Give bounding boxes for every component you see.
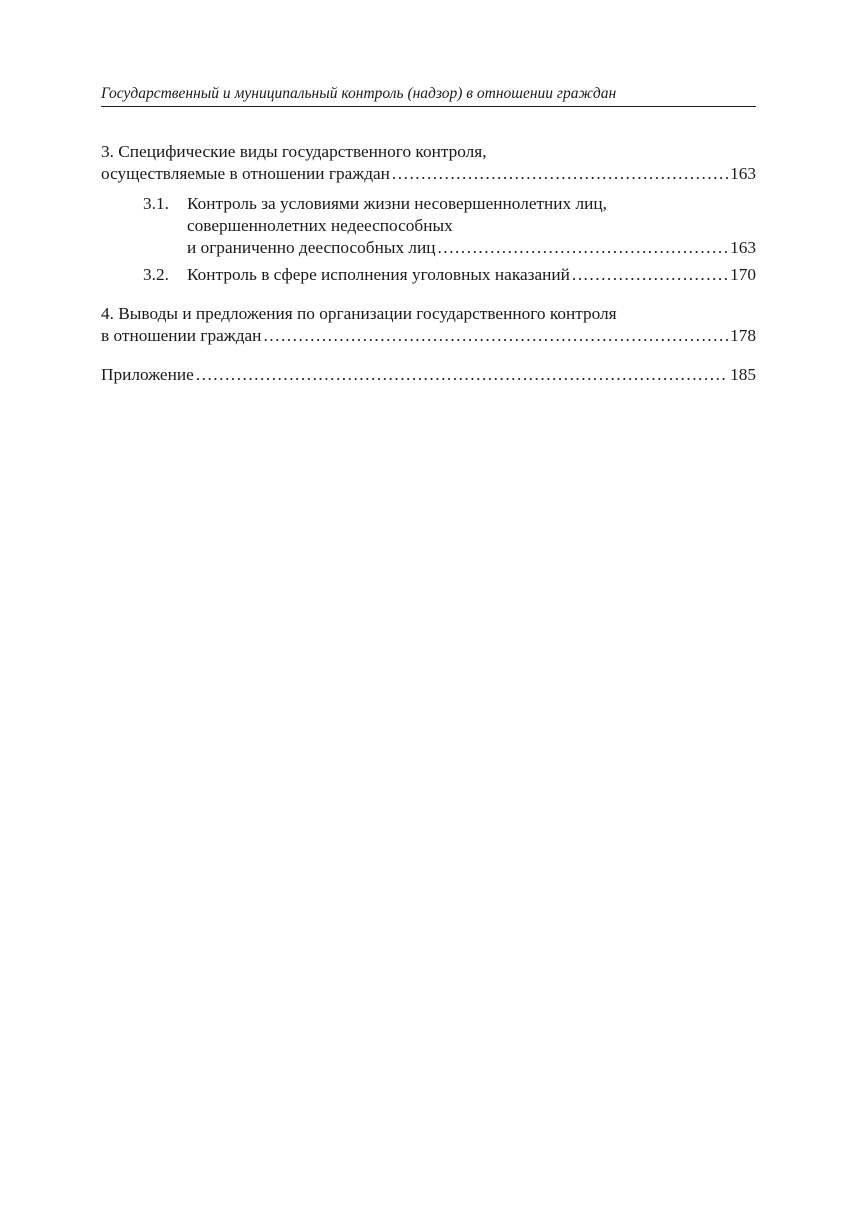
toc-entry-section-3[interactable] (101, 141, 756, 185)
toc-entry-title-line: совершеннолетних недееспособных (187, 216, 453, 235)
toc-entry-title-line: и ограниченно дееспособных лиц (187, 238, 436, 257)
toc-entry-number: 3.1. (143, 194, 169, 213)
toc-page-number: 163 (730, 164, 756, 183)
toc-entry-title-line: Приложение (101, 365, 194, 384)
toc-page-number: 163 (730, 238, 756, 257)
toc-entry-title-line: осуществляемые в отношении граждан (101, 164, 390, 183)
running-header: Государственный и муниципальный контроль (надзор) в отношении граждан (101, 84, 756, 107)
toc-entry-title-line: Контроль за условиями жизни несовершеннолетних лиц, (187, 194, 607, 213)
toc-entry-appendix[interactable] (101, 364, 756, 386)
toc-page-number: 178 (730, 326, 756, 345)
dot-leader (572, 264, 728, 286)
toc-entry-title-line: в отношении граждан (101, 326, 262, 345)
page (101, 84, 756, 386)
toc-entry-title-line: 3. Специфические виды государственного контроля, (101, 142, 487, 161)
toc-entry-section-4[interactable] (101, 303, 756, 347)
dot-leader (196, 364, 728, 386)
toc-entry-section-3-1[interactable] (101, 193, 756, 259)
toc-page-number: 170 (730, 265, 756, 284)
dot-leader (438, 237, 729, 259)
toc-entry-title-line: Контроль в сфере исполнения уголовных наказаний (187, 265, 570, 284)
toc-entry-title-line: 4. Выводы и предложения по организации государственного контроля (101, 304, 617, 323)
dot-leader (392, 163, 728, 185)
toc-entry-number: 3.2. (143, 265, 169, 284)
dot-leader (263, 325, 728, 347)
toc-entry-section-3-2[interactable] (101, 264, 756, 286)
table-of-contents (101, 141, 756, 386)
toc-page-number: 185 (730, 365, 756, 384)
